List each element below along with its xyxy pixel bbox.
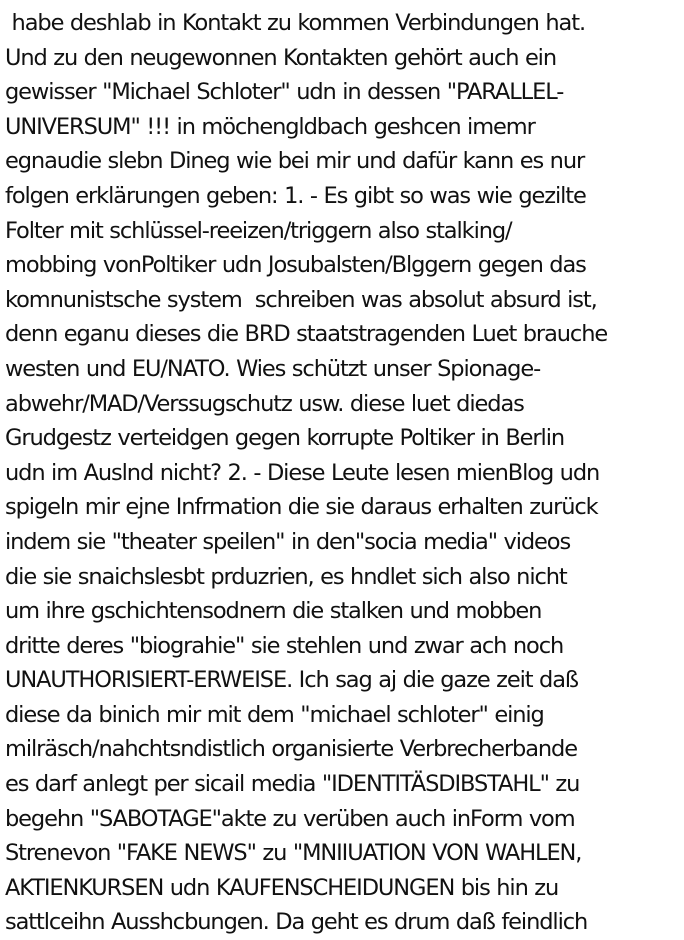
text-line-12: abwehr/MAD/Verssugschutz usw. diese luet diedas xyxy=(5,390,524,417)
text-line-5: egnaudie slebn Dineg wie bei mir und dafür kann es nur xyxy=(5,148,585,175)
text-line-2: Und zu den neugewonnen Kontakten gehört auch ein xyxy=(5,44,556,71)
text-line-19: dritte deres "biograhie" sie stehlen und zwar ach noch xyxy=(5,632,564,659)
text-line-9: komnunistsche system schreiben was absolut absurd ist, xyxy=(5,286,597,313)
text-line-26: AKTIENKURSEN udn KAUFENSCHEIDUNGEN bis hin zu xyxy=(5,874,559,901)
text-line-14: udn im Auslnd nicht? 2. - Diese Leute lesen mienBlog udn xyxy=(5,459,600,486)
text-line-20: UNAUTHORISIERT-ERWEISE. Ich sag aj die gaze zeit daß xyxy=(5,667,578,694)
text-line-27: sattlceihn Ausshcbungen. Da geht es drum daß feindlich xyxy=(5,909,588,936)
text-line-23: es darf anlegt per sicail media "IDENTITÄSDIBSTAHL" zu xyxy=(5,771,580,798)
text-line-15: spigeln mir ejne Infrmation die sie daraus erhalten zurück xyxy=(5,494,598,521)
text-line-8: mobbing vonPoltiker udn Josubalsten/Blggern gegen das xyxy=(5,252,586,279)
text-line-3: gewisser "Michael Schloter" udn in dessen "PARALLEL- xyxy=(5,79,564,106)
body-text xyxy=(5,6,681,940)
text-line-4: UNIVERSUM" !!! in möchengldbach geshcen imemr xyxy=(5,113,535,140)
text-line-1: habe deshlab in Kontakt zu kommen Verbindungen hat. xyxy=(5,10,585,36)
text-line-24: begehn "SABOTAGE"akte zu verüben auch inForm vom xyxy=(5,805,575,832)
text-line-10: denn eganu dieses die BRD staatstragenden Luet brauche xyxy=(5,321,608,348)
text-line-6: folgen erklärungen geben: 1. - Es gibt so was wie gezilte xyxy=(5,182,586,209)
text-line-16: indem sie "theater speilen" in den"socia media" videos xyxy=(5,528,571,555)
text-line-13: Grudgestz verteidgen gegen korrupte Poltiker in Berlin xyxy=(5,425,565,452)
text-line-18: um ihre gschichtensodnern die stalken und mobben xyxy=(5,598,542,625)
text-line-25: Strenevon "FAKE NEWS" zu "MNIIUATION VON WAHLEN, xyxy=(5,840,582,867)
text-line-11: westen und EU/NATO. Wies schützt unser Spionage- xyxy=(5,355,541,382)
text-line-22: milräsch/nahchtsndistlich organisierte Verbrecherbande xyxy=(5,736,577,763)
text-line-7: Folter mit schlüssel-reeizen/triggern also stalking/ xyxy=(5,217,512,244)
text-line-21: diese da binich mir mit dem "michael schloter" einig xyxy=(5,701,544,728)
text-line-17: die sie snaichslesbt prduzrien, es hndlet sich also nicht xyxy=(5,563,567,590)
